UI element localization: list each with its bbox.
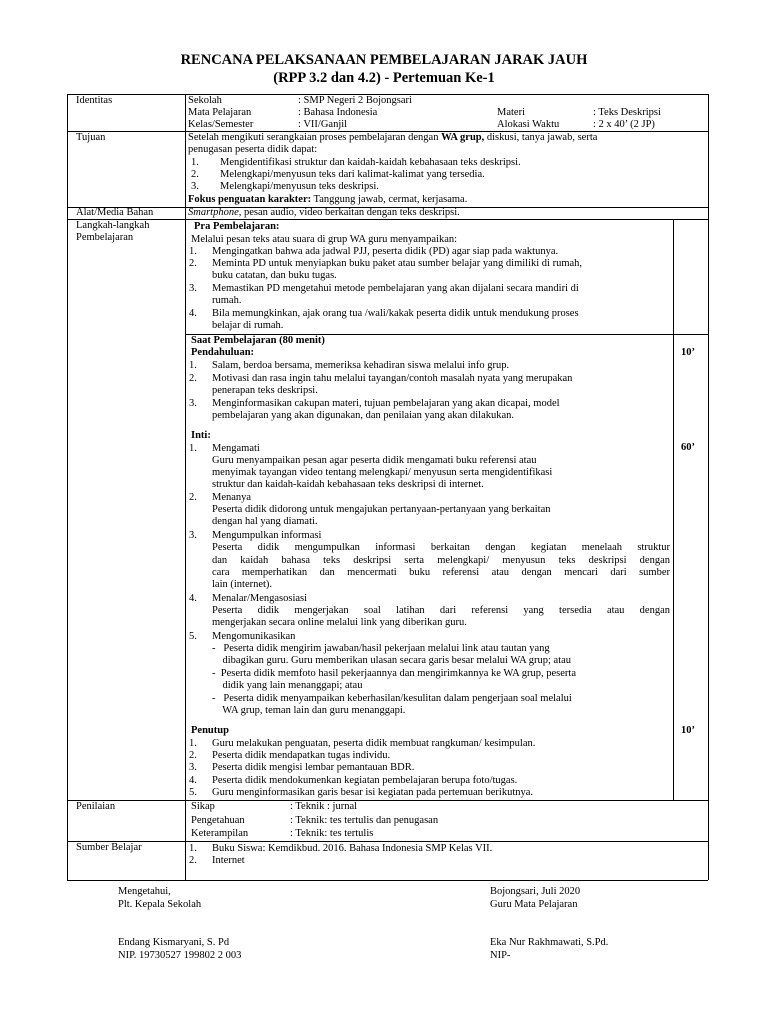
penutup-time: 10’ <box>681 725 695 736</box>
pra-item: Memastikan PD mengetahui metode pembelajaran yang akan dijalani secara mandiri di <box>212 283 579 294</box>
signature-right-nip: NIP- <box>490 950 511 961</box>
pendahuluan-item-number: 2. <box>189 373 197 384</box>
sumber-item: Internet <box>212 855 245 866</box>
tujuan-item-number: 3. <box>191 181 199 192</box>
inti-step-line: dengan hal yang diamati. <box>212 516 318 527</box>
pendahuluan-time: 10’ <box>681 347 695 358</box>
sumber-item-number: 2. <box>189 855 197 866</box>
inti-step-line: menyimak tayangan video tentang melengkapi/ menyusun serta mengidentifikasi <box>212 467 553 478</box>
pendahuluan-item-number: 3. <box>189 398 197 409</box>
inti-step-line: mengerjakan secara online melalui link yang diberikan guru. <box>212 617 467 628</box>
inti-step-line: didik yang lain menanggapi; atau <box>212 680 363 691</box>
kelas-value: : VII/Ganjil <box>298 119 348 130</box>
pra-item: Meminta PD untuk menyiapkan buku paket atau sumber belajar yang dimiliki di rumah, <box>212 258 583 269</box>
pendahuluan-item: Motivasi dan rasa ingin tahu melalui tayangan/contoh masalah nyata yang merupakan <box>212 373 573 384</box>
pra-item-number: 3. <box>189 283 197 294</box>
inti-step-line: - Peserta didik mengirim jawaban/hasil pekerjaan melalui link atau tautan yang <box>212 643 550 654</box>
penutup-item-number: 2. <box>189 750 197 761</box>
signature-right-name: Eka Nur Rakhmawati, S.Pd. <box>490 937 609 948</box>
alat-label: Alat/Media Bahan <box>76 207 154 218</box>
mapel-label: Mata Pelajaran <box>188 107 252 118</box>
penutup-item: Peserta didik mendokumenkan kegiatan pembelajaran berupa foto/tugas. <box>212 775 518 786</box>
tujuan-item: Melengkapi/menyusun teks deskripsi. <box>220 181 379 192</box>
tujuan-item-number: 2. <box>191 169 199 180</box>
signature-left-line2: Plt. Kepala Sekolah <box>118 899 202 910</box>
langkah-label: Langkah-langkah <box>76 220 150 231</box>
inti-step-number: 4. <box>189 593 197 604</box>
penilaian-keterampilan-label: Keterampilan <box>191 828 249 839</box>
inti-step-line: cara memperhatikan dan mencermati buku referensi atau dengan mencari dari sumber <box>212 567 670 578</box>
inti-step-line: Peserta didik mengumpulkan informasi berkaitan dengan kegiatan menelaah struktur <box>212 542 670 553</box>
inti-heading: Inti: <box>191 430 211 441</box>
pendahuluan-item: Menginformasikan cakupan materi, tujuan pembelajaran yang akan dicapai, model <box>212 398 560 409</box>
pra-item: Mengingatkan bahwa ada jadwal PJJ, peserta didik (PD) agar siap pada waktunya. <box>212 246 559 257</box>
penutup-item-number: 1. <box>189 738 197 749</box>
materi-label: Materi <box>497 107 525 118</box>
identitas-label: Identitas <box>76 95 113 106</box>
penutup-item: Guru melakukan penguatan, peserta didik membuat rangkuman/ kesimpulan. <box>212 738 536 749</box>
inti-step-title: Mengumpulkan informasi <box>212 530 322 541</box>
tujuan-label: Tujuan <box>76 132 106 143</box>
mapel-value: : Bahasa Indonesia <box>298 107 378 118</box>
pra-item-cont: buku catatan, dan buku tugas. <box>212 270 337 281</box>
penutup-item-number: 3. <box>189 762 197 773</box>
penutup-item: Peserta didik mendapatkan tugas individu. <box>212 750 391 761</box>
tujuan-item-number: 1. <box>191 157 199 168</box>
tujuan-item: Mengidentifikasi struktur dan kaidah-kaidah kebahasaan teks deskripsi. <box>220 157 521 168</box>
inti-step-title: Mengomunikasikan <box>212 631 296 642</box>
sumber-item-number: 1. <box>189 843 197 854</box>
materi-value: : Teks Deskripsi <box>593 107 661 118</box>
fokus-karakter: Fokus penguatan karakter: Tanggung jawab, cermat, kerjasama. <box>188 194 468 205</box>
pendahuluan-item-number: 1. <box>189 360 197 371</box>
pra-intro: Melalui pesan teks atau suara di grup WA guru menyampaikan: <box>191 234 458 245</box>
pra-heading: Pra Pembelajaran: <box>194 221 280 232</box>
pendahuluan-heading: Pendahuluan: <box>191 347 255 358</box>
penutup-heading: Penutup <box>191 725 229 736</box>
inti-step-line: dibagikan guru. Guru memberikan ulasan secara garis besar melalui WA grup; atau <box>212 655 572 666</box>
penilaian-pengetahuan-value: : Teknik: tes tertulis dan penugasan <box>290 815 439 826</box>
inti-step-line: Peserta didik mengerjakan soal latihan dari referensi yang tersedia atau dengan <box>212 605 670 616</box>
signature-left-nip: NIP. 19730527 199802 2 003 <box>118 950 242 961</box>
document-subtitle: (RPP 3.2 dan 4.2) - Pertemuan Ke-1 <box>273 70 495 86</box>
inti-step-line: Guru menyampaikan pesan agar peserta didik mengamati buku referensi atau <box>212 455 537 466</box>
penilaian-label: Penilaian <box>76 801 116 812</box>
signature-right-line1: Bojongsari, Juli 2020 <box>490 886 581 897</box>
inti-step-title: Mengamati <box>212 443 260 454</box>
sumber-label: Sumber Belajar <box>76 842 142 853</box>
penilaian-sikap-label: Sikap <box>191 801 215 812</box>
inti-step-number: 1. <box>189 443 197 454</box>
inti-step-line: dan kaidah bahasa teks deskripsi serta melengkapi/ menyusun teks deskripsi dengan <box>212 555 670 566</box>
pendahuluan-item-cont: pembelajaran yang akan digunakan, dan penilaian yang akan dilakukan. <box>212 410 515 421</box>
sekolah-label: Sekolah <box>188 95 222 106</box>
penilaian-sikap-value: : Teknik : jurnal <box>290 801 358 812</box>
alokasi-value: : 2 x 40’ (2 JP) <box>593 119 655 130</box>
inti-step-title: Menalar/Mengasosiasi <box>212 593 308 604</box>
inti-step-number: 2. <box>189 492 197 503</box>
pra-item-number: 4. <box>189 308 197 319</box>
inti-step-line: - Peserta didik menyampaikan keberhasilan/kesulitan dalam pengerjaan soal melalui <box>212 693 572 704</box>
penutup-item-number: 4. <box>189 775 197 786</box>
inti-step-line: Peserta didik didorong untuk mengajukan pertanyaan-pertanyaan yang berkaitan <box>212 504 551 515</box>
penilaian-pengetahuan-label: Pengetahuan <box>191 815 245 826</box>
inti-step-title: Menanya <box>212 492 252 503</box>
inti-step-line: struktur dan kaidah-kaidah kebahasaan teks deskripsi di internet. <box>212 479 484 490</box>
document-title: RENCANA PELAKSANAAN PEMBELAJARAN JARAK JAUH <box>180 52 588 68</box>
pra-item-cont: rumah. <box>212 295 242 306</box>
pra-item-cont: belajar di rumah. <box>212 320 284 331</box>
signature-right-line2: Guru Mata Pelajaran <box>490 899 578 910</box>
langkah-label-line2: Pembelajaran <box>76 232 134 243</box>
tujuan-intro-line2: penugasan peserta didik dapat: <box>188 144 318 155</box>
penutup-item-number: 5. <box>189 787 197 798</box>
inti-time: 60’ <box>681 442 695 453</box>
signature-left-line1: Mengetahui, <box>118 886 171 897</box>
signature-left-name: Endang Kismaryani, S. Pd <box>118 937 230 948</box>
inti-step-number: 5. <box>189 631 197 642</box>
inti-step-line: lain (internet). <box>212 579 273 590</box>
penutup-item: Guru menginformasikan garis besar isi kegiatan pada pertemuan berikutnya. <box>212 787 534 798</box>
penutup-item: Peserta didik mengisi lembar pemantauan BDR. <box>212 762 415 773</box>
pra-item-number: 2. <box>189 258 197 269</box>
alokasi-label: Alokasi Waktu <box>497 119 560 130</box>
inti-step-line: WA grup, teman lain dan guru menanggapi. <box>212 705 406 716</box>
penilaian-keterampilan-value: : Teknik: tes tertulis <box>290 828 374 839</box>
pendahuluan-item-cont: penerapan teks deskripsi. <box>212 385 318 396</box>
inti-step-line: - Peserta didik memfoto hasil pekerjaannya dan mengirimkannya ke WA grup, peserta <box>212 668 576 679</box>
inti-step-number: 3. <box>189 530 197 541</box>
tujuan-item: Melengkapi/menyusun teks dari kalimat-kalimat yang tersedia. <box>220 169 485 180</box>
alat-value: Smartphone, pesan audio, video berkaitan dengan teks deskripsi. <box>188 207 460 218</box>
sekolah-value: : SMP Negeri 2 Bojongsari <box>298 95 412 106</box>
kelas-label: Kelas/Semester <box>188 119 254 130</box>
pra-item: Bila memungkinkan, ajak orang tua /wali/kakak peserta didik untuk mendukung proses <box>212 308 579 319</box>
saat-heading: Saat Pembelajaran (80 menit) <box>191 335 325 346</box>
pra-item-number: 1. <box>189 246 197 257</box>
sumber-item: Buku Siswa: Kemdikbud. 2016. Bahasa Indonesia SMP Kelas VII. <box>212 843 493 854</box>
pendahuluan-item: Salam, berdoa bersama, memeriksa kehadiran siswa melalui info grup. <box>212 360 510 371</box>
tujuan-intro: Setelah mengikuti serangkaian proses pembelajaran dengan WA grup, diskusi, tanya jawab, serta <box>188 132 598 143</box>
